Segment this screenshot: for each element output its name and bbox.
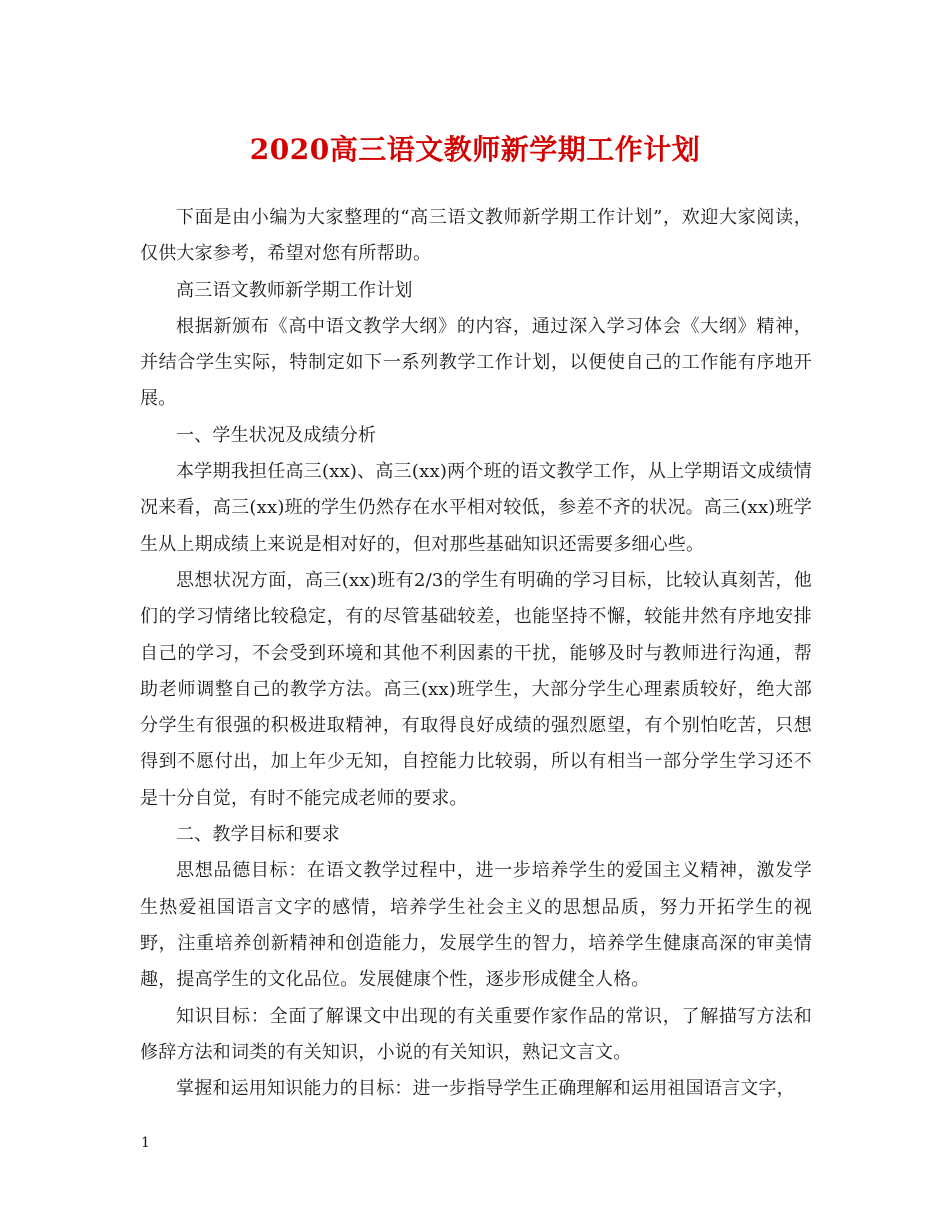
knowledge-goal-paragraph: 知识目标：全面了解课文中出现的有关重要作家作品的常识，了解描写方法和修辞方法和词类的有关知识，小说的有关知识，熟记文言文。 bbox=[140, 1005, 812, 1063]
purpose-paragraph: 根据新颁布《高中语文教学大纲》的内容，通过深入学习体会《大纲》精神，并结合学生实际，特制定如下一系列教学工作计划，以便使自己的工作能有序地开展。 bbox=[140, 315, 812, 410]
moral-goal-paragraph: 思想品德目标：在语文教学过程中，进一步培养学生的爱国主义精神，激发学生热爱祖国语言文字的感情，培养学生社会主义的思想品质，努力开拓学生的视野，注重培养创新精神和创造能力，发展学生的智力，培养学生健康高深的审美情趣，提高学生的文化品位。发展健康个性，逐步形成健全人格。 bbox=[140, 860, 812, 991]
mindset-paragraph: 思想状况方面，高三(xx)班有2/3的学生有明确的学习目标，比较认真刻苦，他们的学习情绪比较稳定，有的尽管基础较差，也能坚持不懈，较能井然有序地安排自己的学习，不会受到环境和其他不利因素的干扰，能够及时与教师进行沟通，帮助老师调整自己的教学方法。高三(xx)班学生，大部分学生心理素质较好，绝大部分学生有很强的积极进取精神，有取得良好成绩的强烈愿望，有个别怕吃苦，只想得到不愿付出，加上年少无知，自控能力比较弱，所以有相当一部分学生学习还不是十分自觉，有时不能完成老师的要求。 bbox=[140, 569, 812, 809]
section-heading-2: 二、教学目标和要求 bbox=[176, 824, 340, 846]
ability-goal-paragraph: 掌握和运用知识能力的目标：进一步指导学生正确理解和运用祖国语言文字， bbox=[176, 1078, 795, 1100]
document-body bbox=[140, 200, 812, 1107]
page-number: 1 bbox=[141, 1135, 150, 1151]
grades-analysis-paragraph: 本学期我担任高三(xx)、高三(xx)两个班的语文教学工作，从上学期语文成绩情况来看，高三(xx)班的学生仍然存在水平相对较低，参差不齐的状况。高三(xx)班学生从上期成绩上来说是相对好的，但对那些基础知识还需要多细心些。 bbox=[140, 461, 812, 555]
section-heading-1: 一、学生状况及成绩分析 bbox=[176, 424, 377, 446]
subtitle-paragraph: 高三语文教师新学期工作计划 bbox=[176, 279, 413, 301]
intro-paragraph: 下面是由小编为大家整理的“高三语文教师新学期工作计划”，欢迎大家阅读，仅供大家参考，希望对您有所帮助。 bbox=[140, 207, 812, 265]
document-title: 2020高三语文教师新学期工作计划 bbox=[249, 133, 701, 166]
